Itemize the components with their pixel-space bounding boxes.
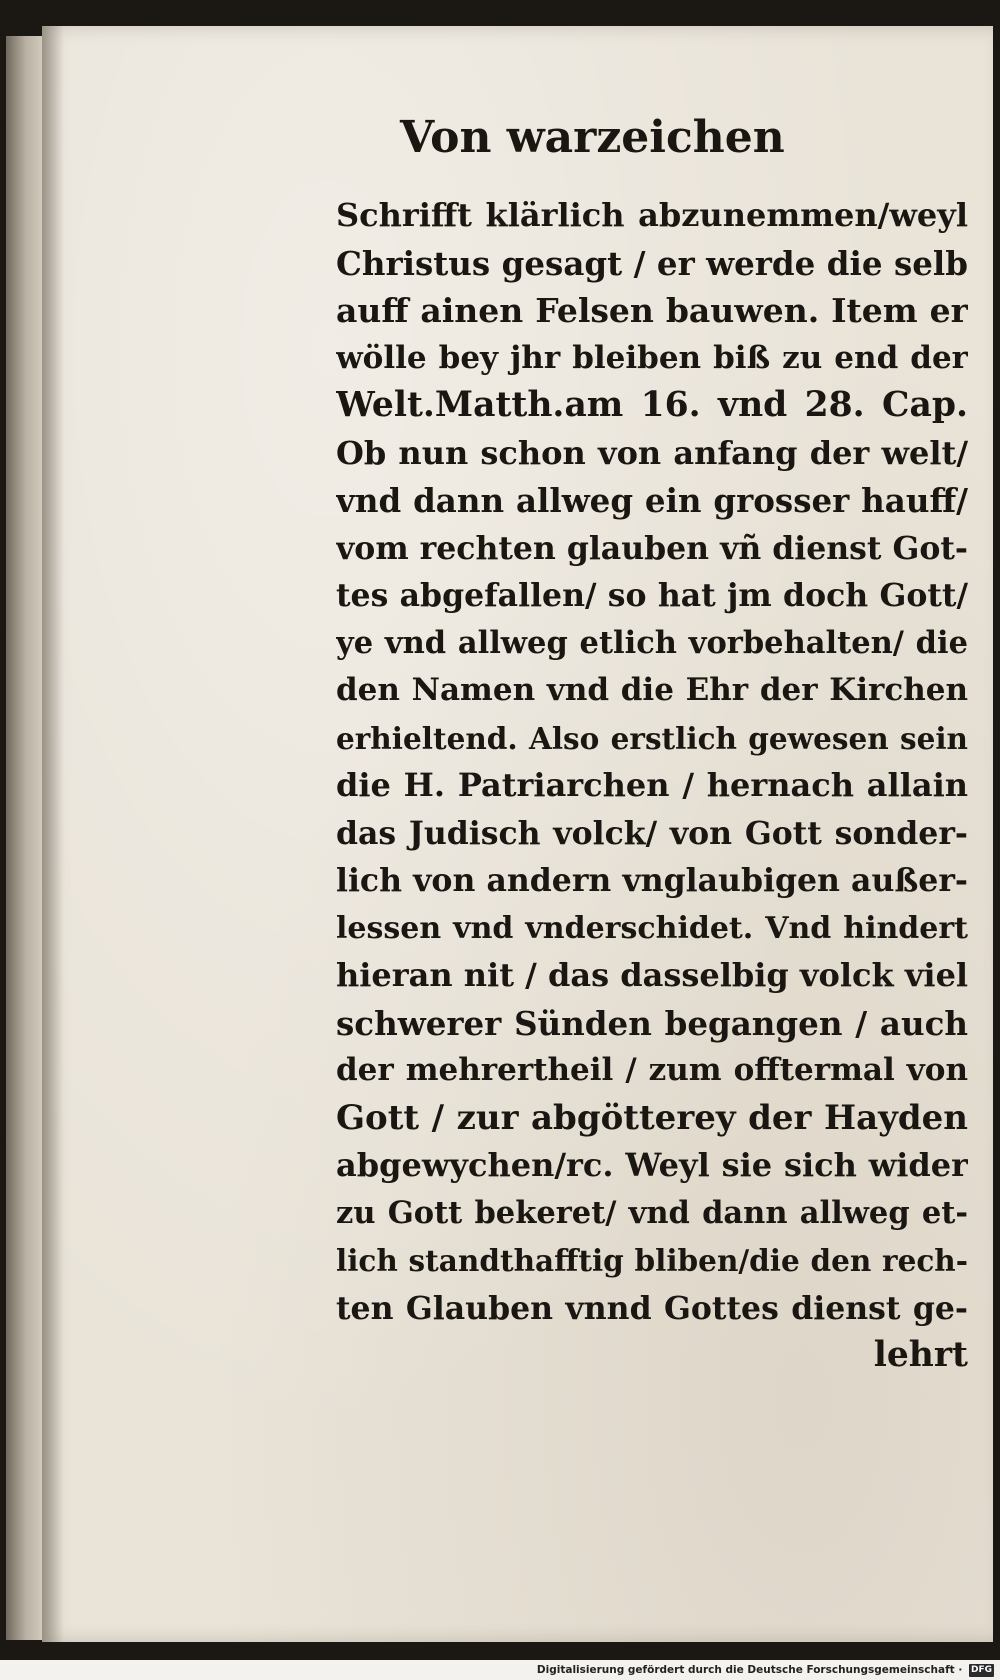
text-line: lich standthafftig bliben/die den rech- — [336, 1243, 968, 1278]
text-line: tes abgefallen/ so hat jm doch Gott/ — [336, 577, 968, 614]
text-line: lehrt — [873, 1335, 968, 1375]
text-line: abgewychen/rc. Weyl sie sich wider — [336, 1146, 968, 1184]
digitization-credit — [537, 1661, 994, 1680]
text-line: lessen vnd vnderschidet. Vnd hindert — [336, 910, 968, 946]
gutter-shadow — [42, 26, 64, 1642]
text-line: vnd dann allweg ein grosser hauff/ — [336, 481, 968, 520]
text-line: schwerer Sünden begangen / auch — [336, 1003, 968, 1043]
text-line: Ob nun schon von anfang der welt/ — [336, 433, 968, 472]
text-line: Welt.Matth.am 16. vnd 28. Cap. — [336, 385, 968, 425]
page-text-block — [336, 192, 968, 1380]
text-line: der mehrertheil / zum offtermal von — [336, 1052, 968, 1088]
dfg-logo: DFG — [970, 1664, 992, 1675]
text-line: lich von andern vnglaubigen außer- — [336, 862, 968, 899]
text-line: ye vnd allweg etlich vorbehalten/ die — [336, 624, 968, 661]
text-line: wölle bey jhr bleiben biß zu end der — [336, 339, 968, 376]
text-line: Schrifft klärlich abzunemmen/weyl — [336, 196, 968, 234]
text-line: auff ainen Felsen bauwen. Item er — [336, 291, 968, 330]
text-line: das Judisch volck/ von Gott sonder- — [336, 814, 968, 852]
text-line: erhieltend. Also erstlich gewesen sein — [336, 720, 968, 756]
text-line: die H. Patriarchen / hernach allain — [336, 766, 968, 804]
text-line: den Namen vnd die Ehr der Kirchen — [336, 672, 968, 708]
digitization-credit-text: Digitalisierung gefördert durch die Deutsche Forschungsgemeinschaft · — [536, 1664, 963, 1676]
text-line: Christus gesagt / er werde die selb — [336, 243, 968, 283]
running-header: Von warzeichen — [400, 112, 785, 163]
text-line: Gott / zur abgötterey der Hayden — [336, 1097, 968, 1138]
text-line: hieran nit / das dasselbig volck viel — [336, 956, 968, 994]
text-line: vom rechten glauben vñ dienst Got- — [336, 529, 968, 567]
text-line: ten Glauben vnnd Gottes dienst ge- — [336, 1289, 968, 1327]
text-line: zu Gott bekeret/ vnd dann allweg et- — [336, 1194, 968, 1231]
